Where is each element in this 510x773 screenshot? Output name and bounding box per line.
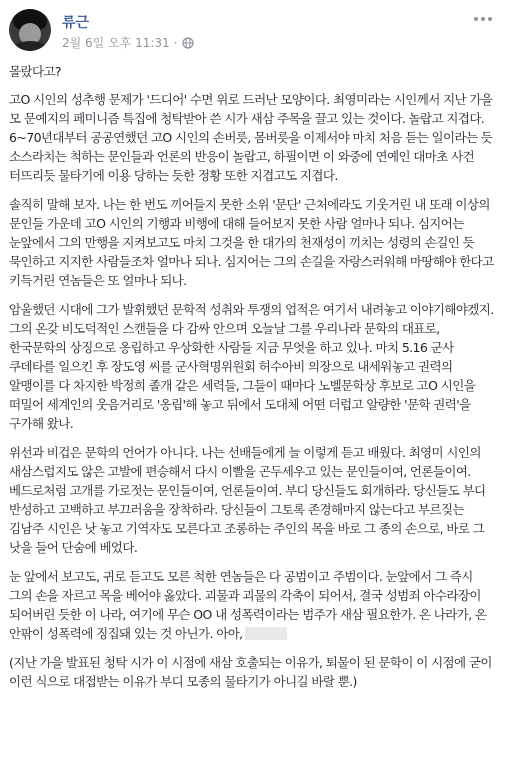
author-name[interactable]: 류근 (62, 15, 90, 31)
more-horizontal-icon[interactable] (474, 14, 496, 24)
post-paragraph: 암울했던 시대에 그가 발휘했던 문학적 성취와 투쟁의 업적은 여기서 내려놓고 이야기해야겠지. 그의 온갖 비도덕적인 스캔들을 다 감싸 안으며 오늘날 그를 우리나라 문학의 대표로, 한국문학의 상징으로 옹립하고 우상화한 사람들 지금 무엇을 하고 있나. 마치 5.16 군사 쿠데타를 일으킨 후 장도영 씨를 군사혁명위원회 허수아비 의장으로 내세워놓고 권력의 알맹이를 다 차지한 박정희 졸개 같은 세력들, 그들이 때마다 노벨문학상 후보로 고O 시인을 떠밀어 세계인의 웃음거리로 '옹립'해 놓고 뒤에서 도대체 어떤 더럽고 알량한 '문학 권력'을 구가해 왔나. (9, 302, 494, 431)
post-body (9, 62, 499, 701)
globe-icon[interactable] (182, 37, 194, 49)
post-paragraph: 위선과 비겁은 문학의 언어가 아니다. 나는 선배들에게 늘 이렇게 듣고 배웠다. 최영미 시인의 새삼스럽지도 않은 고발에 편승해서 다시 이빨을 곤두세우고 있는 문인들이여, 언론들이여. 베드로처럼 고개를 가로젓는 문인들이여, 언론들이여. 부디 당신들도 회개하라. 당신들도 부디 반성하고 고백하고 부끄러움을 장착하라. 당신들이 그토록 존경해마지 않는다고 부르짖는 김남주 시인은 낫 놓고 기역자도 모른다고 조롱하는 주인의 목을 바로 그 종의 손으로, 바로 그 낫을 들어 단숨에 베었다. (9, 445, 486, 555)
post-paragraph: 솔직히 말해 보자. 나는 한 번도 끼어들지 못한 소위 '문단' 근처에라도 기웃거린 내 또래 이상의 문인들 가운데 고O 시인의 기행과 비행에 대해 들어보지 못한 사람 얼마나 되나. 심지어는 눈앞에서 그의 만행을 지켜보고도 마치 그것을 한 대가의 천재성이 끼치는 성령의 손길인 듯 묵인하고 지지한 사람들조차 얼마나 되나. 심지어는 그의 손길을 자랑스러워해 마땅해야 한다고 키득거린 연놈들은 또 얼마나 되나. (9, 197, 494, 288)
post-meta (62, 34, 194, 51)
post-timestamp[interactable]: 2월 6일 오후 11:31 (62, 36, 170, 50)
post-paragraph (9, 567, 499, 643)
redacted-block (245, 627, 287, 640)
post-paragraph: 고O 시인의 성추행 문제가 '드디어' 수면 위로 드러난 모양이다. 최영미라는 시인께서 지난 가을 모 문예지의 페미니즘 특집에 청탁받아 쓴 시가 새삼 주목을 끌고 있는 것이다. 놀랍고 지겹다. 6~70년대부터 공공연했던 고O 시인의 손버릇, 몸버릇을 이제서야 마치 처음 듣는 일이라는 듯 소스라치는 척하는 문인들과 언론의 반응이 놀랍고, 하필이면 이 와중에 연예인 대마초 사건 터뜨리듯 물타기에 이용 당하는 듯한 정황 또한 지겹고도 지겹다. (9, 92, 493, 183)
post-paragraph: 몰랐다고? (9, 64, 61, 79)
avatar[interactable] (9, 9, 51, 51)
meta-separator: · (173, 35, 178, 50)
post-paragraph: (지난 가을 발표된 청탁 시가 이 시점에 새삼 호출되는 이유가, 퇴물이 된 문학이 이 시점에 굳이 이런 식으로 대접받는 이유가 부디 모종의 물타기가 아니길 바랄 뿐.) (9, 655, 492, 689)
post-header (0, 0, 510, 60)
post-paragraph-text: 눈 앞에서 보고도, 귀로 듣고도 모른 척한 연놈들은 다 공범이고 주범이다. 눈앞에서 그 즉시 그의 손을 자르고 목을 베어야 옳았다. 괴물과 괴물의 각축이 되어서, 결국 성범죄 아수라장이 되어버린 듯한 이 나라, 여기에 무슨 OO 내 성폭력이라는 범주가 새삼 필요한가. 온 나라가, 온 안팎이 성폭력에 징집돼 있는 것 아닌가. 아아, (9, 569, 487, 641)
